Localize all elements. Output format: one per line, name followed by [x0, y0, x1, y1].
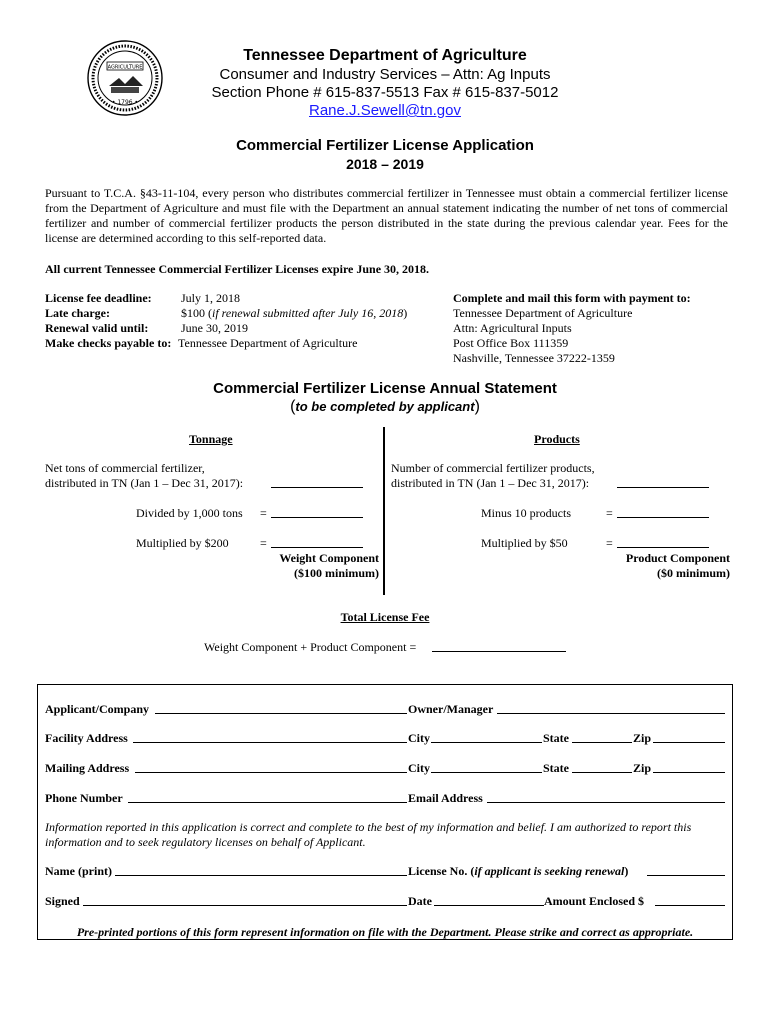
products-desc-line1: Number of commercial fertilizer products,: [391, 461, 595, 475]
statement-title: Commercial Fertilizer License Annual Statement: [213, 380, 557, 397]
minus-result-field[interactable]: [617, 507, 709, 518]
mail-line: Tennessee Department of Agriculture: [453, 306, 633, 320]
zip-label: Zip: [633, 731, 652, 745]
form-title: Commercial Fertilizer License Application: [236, 137, 534, 154]
mailing-zip-field[interactable]: [653, 762, 725, 773]
product-component-label: Product Component: [625, 551, 730, 565]
mail-heading: Complete and mail this form with payment to:: [453, 291, 691, 305]
divided-result-field[interactable]: [271, 507, 363, 518]
intro-paragraph: Pursuant to T.C.A. §43-11-104, every person who distributes commercial fertilizer in Tennessee must obtain a commercial fertilizer license from the Department of Agriculture and must file with the Department an annual statement indicating the number of net tons of commercial fertilizer and number of commercial fertilizer products the person distributed in the state during the previous calendar year. Fees for the license are determined according to this self-reported data.: [45, 186, 728, 245]
amount-enclosed-field[interactable]: [655, 895, 725, 906]
products-heading: Products: [534, 432, 580, 446]
facility-state-field[interactable]: [572, 732, 632, 743]
mailing-address-label: Mailing Address: [45, 761, 130, 775]
weight-component-field[interactable]: [271, 537, 363, 548]
total-fee-field[interactable]: [432, 641, 566, 652]
zip-label: Zip: [633, 761, 652, 775]
contact-email-link[interactable]: Rane.J.Sewell@tn.gov: [309, 102, 461, 119]
applicant-company-field[interactable]: [155, 703, 407, 714]
multiplied-label: Multiplied by $50: [481, 536, 568, 550]
mailing-state-field[interactable]: [572, 762, 632, 773]
divided-label: Divided by 1,000 tons: [136, 506, 243, 520]
phone-number-label: Phone Number: [45, 791, 123, 805]
date-field[interactable]: [434, 895, 544, 906]
name-print-label: Name (print): [45, 864, 112, 878]
email-address-label: Email Address: [408, 791, 483, 805]
deadline-label: License fee deadline:: [45, 291, 152, 305]
state-label: State: [543, 731, 569, 745]
facility-zip-field[interactable]: [653, 732, 725, 743]
equals-sign: =: [606, 536, 613, 550]
tonnage-desc-line2: distributed in TN (Jan 1 – Dec 31, 2017):: [45, 476, 244, 490]
signed-label: Signed: [45, 894, 80, 908]
statement-subtitle: (to be completed by applicant): [290, 398, 480, 415]
division-line: Consumer and Industry Services – Attn: Ag Inputs: [219, 66, 551, 83]
equals-sign: =: [260, 506, 267, 520]
renewal-value: June 30, 2019: [181, 321, 248, 335]
total-fee-formula: Weight Component + Product Component =: [204, 640, 417, 654]
city-label: City: [408, 731, 430, 745]
column-divider: [383, 427, 385, 595]
payable-label: Make checks payable to:: [45, 336, 172, 350]
mailing-address-field[interactable]: [135, 762, 407, 773]
facility-city-field[interactable]: [431, 732, 542, 743]
product-count-field[interactable]: [617, 477, 709, 488]
late-charge-value: $100 (if renewal submitted after July 16, 2018): [181, 306, 408, 320]
product-minimum-label: ($0 minimum): [657, 566, 730, 580]
mailing-city-field[interactable]: [431, 762, 542, 773]
products-desc-line2: distributed in TN (Jan 1 – Dec 31, 2017):: [391, 476, 590, 490]
net-tons-field[interactable]: [271, 477, 363, 488]
owner-manager-label: Owner/Manager: [408, 702, 494, 716]
facility-address-field[interactable]: [133, 732, 407, 743]
expiration-note: All current Tennessee Commercial Fertilizer Licenses expire June 30, 2018.: [45, 262, 430, 276]
weight-minimum-label: ($100 minimum): [294, 566, 379, 580]
facility-address-label: Facility Address: [45, 731, 128, 745]
phone-number-field[interactable]: [128, 792, 407, 803]
email-address-field[interactable]: [487, 792, 725, 803]
name-print-field[interactable]: [115, 865, 407, 876]
license-number-field[interactable]: [647, 865, 725, 876]
deadline-value: July 1, 2018: [181, 291, 241, 305]
certification-statement: Information reported in this application is correct and complete to the best of my information and belief. I am authorized to report this information and to seek regulatory licenses on behalf of Applicant.: [45, 820, 692, 849]
footer-note: Pre-printed portions of this form represent information on file with the Department. Please strike and correct as appropriate.: [76, 925, 694, 939]
equals-sign: =: [260, 536, 267, 550]
payable-value: Tennessee Department of Agriculture: [178, 336, 358, 350]
state-label: State: [543, 761, 569, 775]
tonnage-heading: Tonnage: [189, 432, 233, 446]
renewal-label: Renewal valid until:: [45, 321, 149, 335]
minus-label: Minus 10 products: [481, 506, 571, 520]
agency-name: Tennessee Department of Agriculture: [243, 47, 527, 64]
svg-text:• 1796 •: • 1796 •: [111, 99, 139, 106]
svg-text:AGRICULTURE: AGRICULTURE: [107, 64, 143, 71]
signature-field[interactable]: [83, 895, 407, 906]
tonnage-desc-line1: Net tons of commercial fertilizer,: [45, 461, 205, 475]
amount-enclosed-label: Amount Enclosed $: [544, 894, 645, 908]
phone-fax-line: Section Phone # 615-837-5513 Fax # 615-837-5012: [211, 84, 559, 101]
city-label: City: [408, 761, 430, 775]
equals-sign: =: [606, 506, 613, 520]
owner-manager-field[interactable]: [497, 703, 725, 714]
form-year: 2018 – 2019: [346, 156, 424, 172]
mail-line: Nashville, Tennessee 37222-1359: [453, 351, 615, 365]
date-label: Date: [408, 894, 432, 908]
multiplied-label: Multiplied by $200: [136, 536, 229, 550]
license-number-label: License No. (if applicant is seeking renewal): [408, 864, 629, 878]
applicant-company-label: Applicant/Company: [45, 702, 150, 716]
total-fee-heading: Total License Fee: [340, 610, 430, 624]
mail-line: Attn: Agricultural Inputs: [453, 321, 572, 335]
mail-line: Post Office Box 111359: [453, 336, 569, 350]
weight-component-label: Weight Component: [279, 551, 379, 565]
late-charge-label: Late charge:: [45, 306, 110, 320]
product-component-field[interactable]: [617, 537, 709, 548]
